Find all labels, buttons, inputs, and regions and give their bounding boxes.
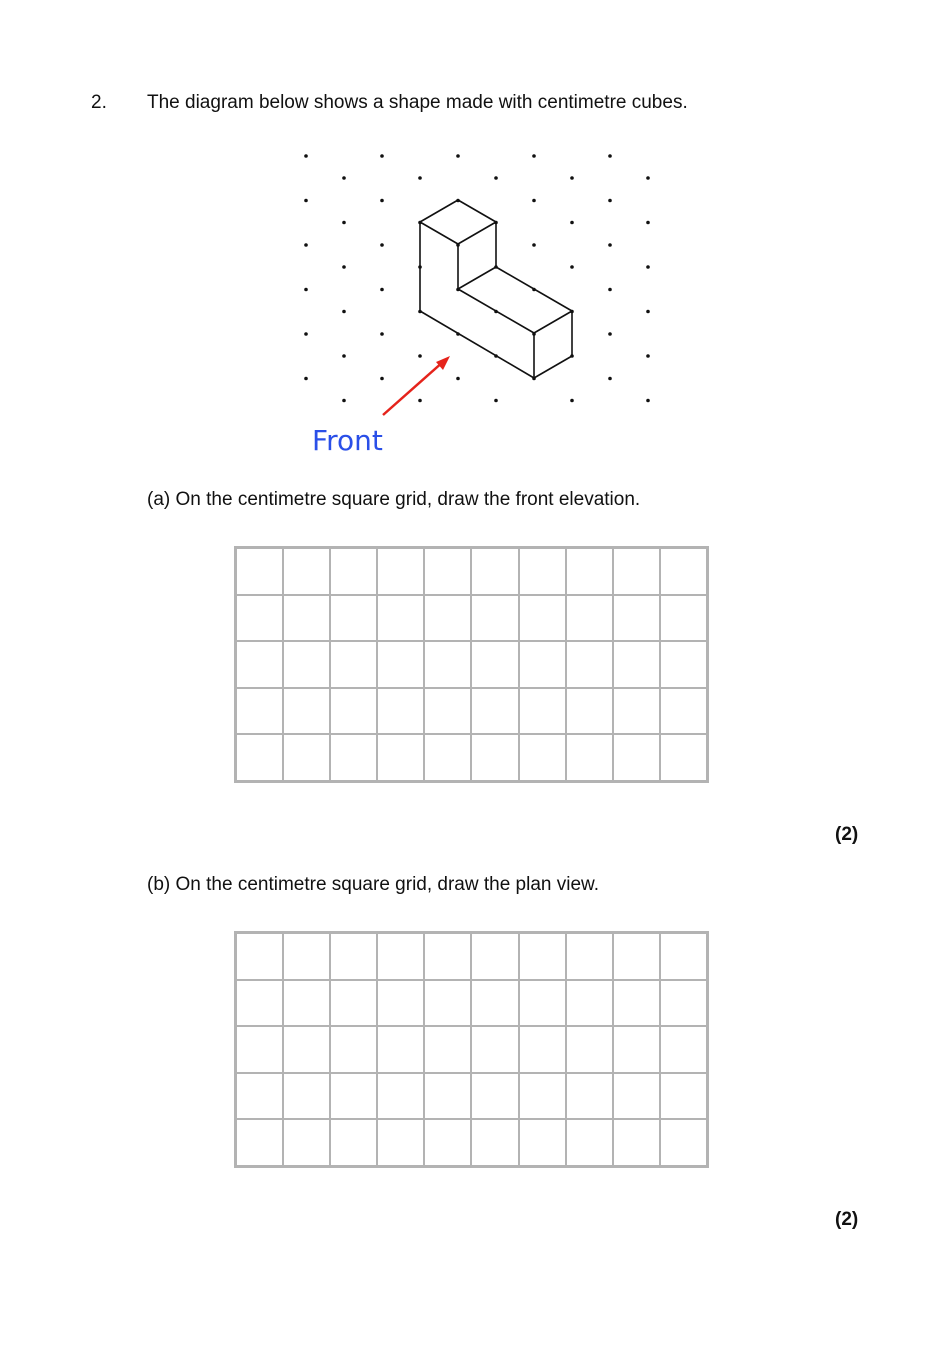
grid-cell[interactable] [236,1026,283,1073]
grid-dot [570,265,574,269]
grid-cell[interactable] [519,688,566,735]
grid-cell[interactable] [566,595,613,642]
part-a-question: (a) On the centimetre square grid, draw the front elevation. [147,489,641,510]
grid-cell[interactable] [566,688,613,735]
grid-cell[interactable] [377,1119,424,1166]
grid-dot [608,288,612,292]
grid-cell[interactable] [424,1026,471,1073]
grid-cell[interactable] [377,734,424,781]
grid-dot [418,176,422,180]
grid-cell[interactable] [377,548,424,595]
grid-cell[interactable] [613,1119,660,1166]
grid-cell[interactable] [424,1119,471,1166]
grid-dot [646,221,650,225]
grid-cell[interactable] [283,641,330,688]
grid-cell[interactable] [471,595,518,642]
grid-cell[interactable] [283,595,330,642]
grid-cell[interactable] [613,1026,660,1073]
isometric-dot-diagram [280,140,680,430]
grid-cell[interactable] [471,688,518,735]
front-elevation-grid[interactable] [234,546,709,783]
grid-cell[interactable] [613,980,660,1027]
grid-dot [342,310,346,314]
grid-cell[interactable] [377,641,424,688]
grid-cell[interactable] [283,734,330,781]
grid-cell[interactable] [471,548,518,595]
grid-cell[interactable] [566,980,613,1027]
grid-cell[interactable] [283,688,330,735]
grid-cell[interactable] [519,548,566,595]
grid-cell[interactable] [330,1026,377,1073]
grid-cell[interactable] [236,1073,283,1120]
grid-dot [304,332,308,336]
grid-cell[interactable] [330,1073,377,1120]
grid-cell[interactable] [236,980,283,1027]
grid-cell[interactable] [424,548,471,595]
grid-cell[interactable] [424,734,471,781]
grid-dot [608,199,612,203]
grid-cell[interactable] [519,595,566,642]
grid-cell[interactable] [330,980,377,1027]
grid-dot [608,377,612,381]
grid-dot [380,288,384,292]
grid-dot [342,176,346,180]
grid-cell[interactable] [283,980,330,1027]
grid-cell[interactable] [519,980,566,1027]
grid-dot [456,377,460,381]
grid-cell[interactable] [330,641,377,688]
grid-cell[interactable] [660,641,707,688]
grid-dot [532,243,536,247]
grid-dot [342,399,346,403]
grid-dot [304,199,308,203]
grid-dot [418,399,422,403]
grid-dot [456,154,460,158]
grid-cell[interactable] [660,595,707,642]
grid-cell[interactable] [566,548,613,595]
grid-cell[interactable] [519,1073,566,1120]
grid-dot [342,354,346,358]
grid-dot [532,154,536,158]
grid-cell[interactable] [519,641,566,688]
grid-cell[interactable] [236,595,283,642]
grid-cell[interactable] [330,595,377,642]
grid-cell[interactable] [236,933,283,980]
part-a-marks: (2) [835,824,859,845]
grid-cell[interactable] [330,688,377,735]
grid-cell[interactable] [566,1119,613,1166]
grid-dot [304,154,308,158]
grid-cell[interactable] [660,1026,707,1073]
grid-cell[interactable] [471,641,518,688]
grid-cell[interactable] [566,1026,613,1073]
grid-cell[interactable] [377,1073,424,1120]
grid-cell[interactable] [377,980,424,1027]
grid-cell[interactable] [283,1073,330,1120]
grid-cell[interactable] [660,1119,707,1166]
grid-dot [646,399,650,403]
grid-cell[interactable] [471,933,518,980]
grid-cell[interactable] [471,734,518,781]
grid-cell[interactable] [236,641,283,688]
grid-cell[interactable] [613,734,660,781]
grid-cell[interactable] [519,933,566,980]
grid-dot [494,176,498,180]
grid-cell[interactable] [660,980,707,1027]
grid-cell[interactable] [660,1073,707,1120]
grid-dot [342,265,346,269]
grid-cell[interactable] [471,1026,518,1073]
grid-cell[interactable] [283,1119,330,1166]
question-text: The diagram below shows a shape made with centimetre cubes. [147,92,688,113]
grid-dot [570,399,574,403]
grid-cell[interactable] [519,734,566,781]
grid-cell[interactable] [283,548,330,595]
grid-cell[interactable] [236,548,283,595]
grid-dot [380,199,384,203]
grid-cell[interactable] [660,688,707,735]
grid-cell[interactable] [566,734,613,781]
grid-cell[interactable] [519,1026,566,1073]
grid-cell[interactable] [660,548,707,595]
grid-cell[interactable] [519,1119,566,1166]
grid-dot [380,377,384,381]
grid-cell[interactable] [283,933,330,980]
grid-dot [304,243,308,247]
grid-cell[interactable] [377,595,424,642]
grid-cell[interactable] [330,1119,377,1166]
grid-cell[interactable] [424,1073,471,1120]
grid-dot [608,154,612,158]
grid-cell[interactable] [471,1119,518,1166]
grid-cell[interactable] [471,1073,518,1120]
grid-cell[interactable] [613,548,660,595]
grid-dot [646,176,650,180]
grid-dot [570,221,574,225]
grid-dot [646,310,650,314]
grid-cell[interactable] [377,1026,424,1073]
grid-dot [304,288,308,292]
grid-cell[interactable] [613,641,660,688]
grid-cell[interactable] [660,734,707,781]
part-b-question: (b) On the centimetre square grid, draw the plan view. [147,874,600,895]
plan-view-grid[interactable] [234,931,709,1168]
grid-dot [380,332,384,336]
grid-cell[interactable] [330,734,377,781]
grid-cell[interactable] [424,595,471,642]
grid-cell[interactable] [613,933,660,980]
grid-dot [646,354,650,358]
grid-cell[interactable] [424,688,471,735]
grid-dot [304,377,308,381]
grid-dot [418,354,422,358]
grid-cell[interactable] [424,980,471,1027]
grid-cell[interactable] [613,1073,660,1120]
question-number: 2. [91,92,107,113]
grid-dot [608,332,612,336]
grid-cell[interactable] [613,688,660,735]
grid-cell[interactable] [236,734,283,781]
grid-cell[interactable] [330,548,377,595]
front-arrow [383,356,450,415]
grid-dot [494,399,498,403]
grid-dot [380,154,384,158]
grid-cell[interactable] [424,933,471,980]
grid-cell[interactable] [660,933,707,980]
grid-cell[interactable] [236,1119,283,1166]
cube-shape [420,200,572,378]
grid-dot [570,176,574,180]
grid-cell[interactable] [613,595,660,642]
grid-dot [532,199,536,203]
part-b-marks: (2) [835,1209,859,1230]
grid-dot [342,221,346,225]
grid-cell[interactable] [566,641,613,688]
grid-cell[interactable] [471,980,518,1027]
grid-dot [380,243,384,247]
grid-cell[interactable] [566,933,613,980]
grid-cell[interactable] [377,688,424,735]
grid-dot [608,243,612,247]
front-label: Front [312,424,383,457]
grid-cell[interactable] [377,933,424,980]
grid-dot [646,265,650,269]
grid-cell[interactable] [283,1026,330,1073]
grid-cell[interactable] [330,933,377,980]
grid-cell[interactable] [424,641,471,688]
grid-cell[interactable] [566,1073,613,1120]
grid-cell[interactable] [236,688,283,735]
